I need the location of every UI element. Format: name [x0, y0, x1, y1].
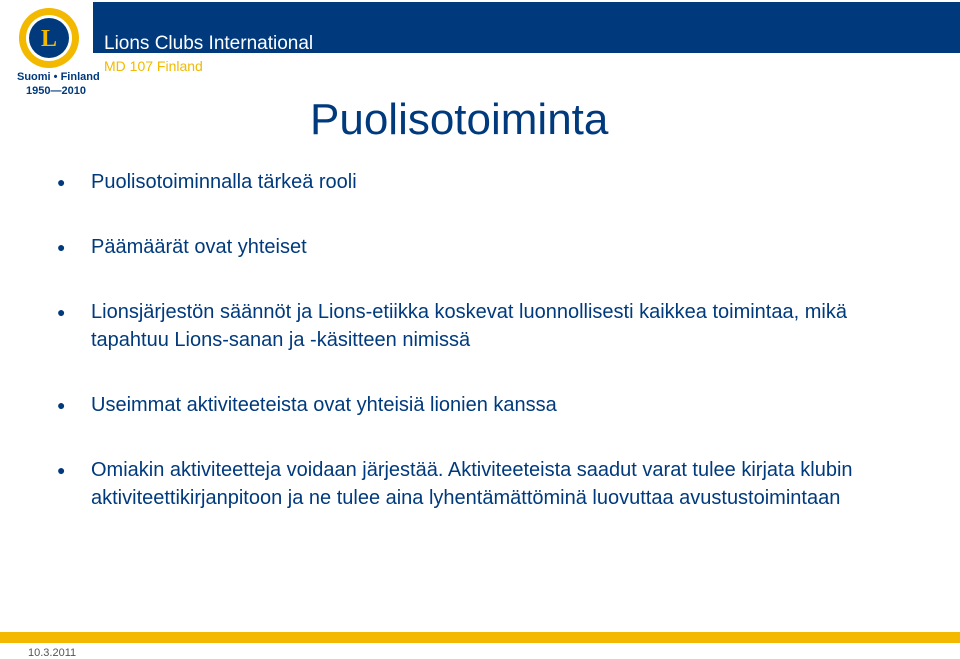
- bullet-icon: ●: [57, 397, 66, 413]
- bullet-icon: ●: [57, 239, 66, 255]
- bullet-item: [55, 168, 915, 196]
- bullet-text: Omiakin aktiviteetteja voidaan järjestää. Aktiviteeteista saadut varat tulee kirjata klubin aktiviteettikirjanpitoon ja ne tulee aina lyhentämättöminä luovuttaa avustustoimintaan: [91, 459, 853, 509]
- footer-date: 10.3.2011: [28, 647, 77, 659]
- bullet-text: Lionsjärjestön säännöt ja Lions-etiikka koskevat luonnollisesti kaikkea toimintaa, mikä tapahtuu Lions-sanan ja -käsitteen nimissä: [91, 301, 847, 351]
- footer-bar: [0, 632, 960, 643]
- logo-country: Suomi • Finland: [17, 71, 100, 83]
- district-name: MD 107 Finland: [104, 58, 203, 74]
- lions-logo: [10, 5, 88, 71]
- bullet-icon: ●: [57, 304, 66, 320]
- bullet-text: Päämäärät ovat yhteiset: [91, 236, 307, 258]
- bullet-item: [55, 233, 915, 261]
- slide-title: Puolisotoiminta: [310, 95, 609, 144]
- org-name: Lions Clubs International: [104, 33, 314, 54]
- logo-years: 1950—2010: [26, 85, 86, 97]
- bullet-text: Useimmat aktiviteeteista ovat yhteisiä lionien kanssa: [91, 394, 557, 416]
- bullet-item: [55, 298, 885, 354]
- logo-emblem-letter: L: [40, 26, 58, 52]
- bullet-text: Puolisotoiminnalla tärkeä rooli: [91, 171, 357, 193]
- bullet-icon: ●: [57, 462, 66, 478]
- bullet-item: [55, 391, 915, 419]
- bullet-item: [55, 456, 925, 512]
- bullet-icon: ●: [57, 174, 66, 190]
